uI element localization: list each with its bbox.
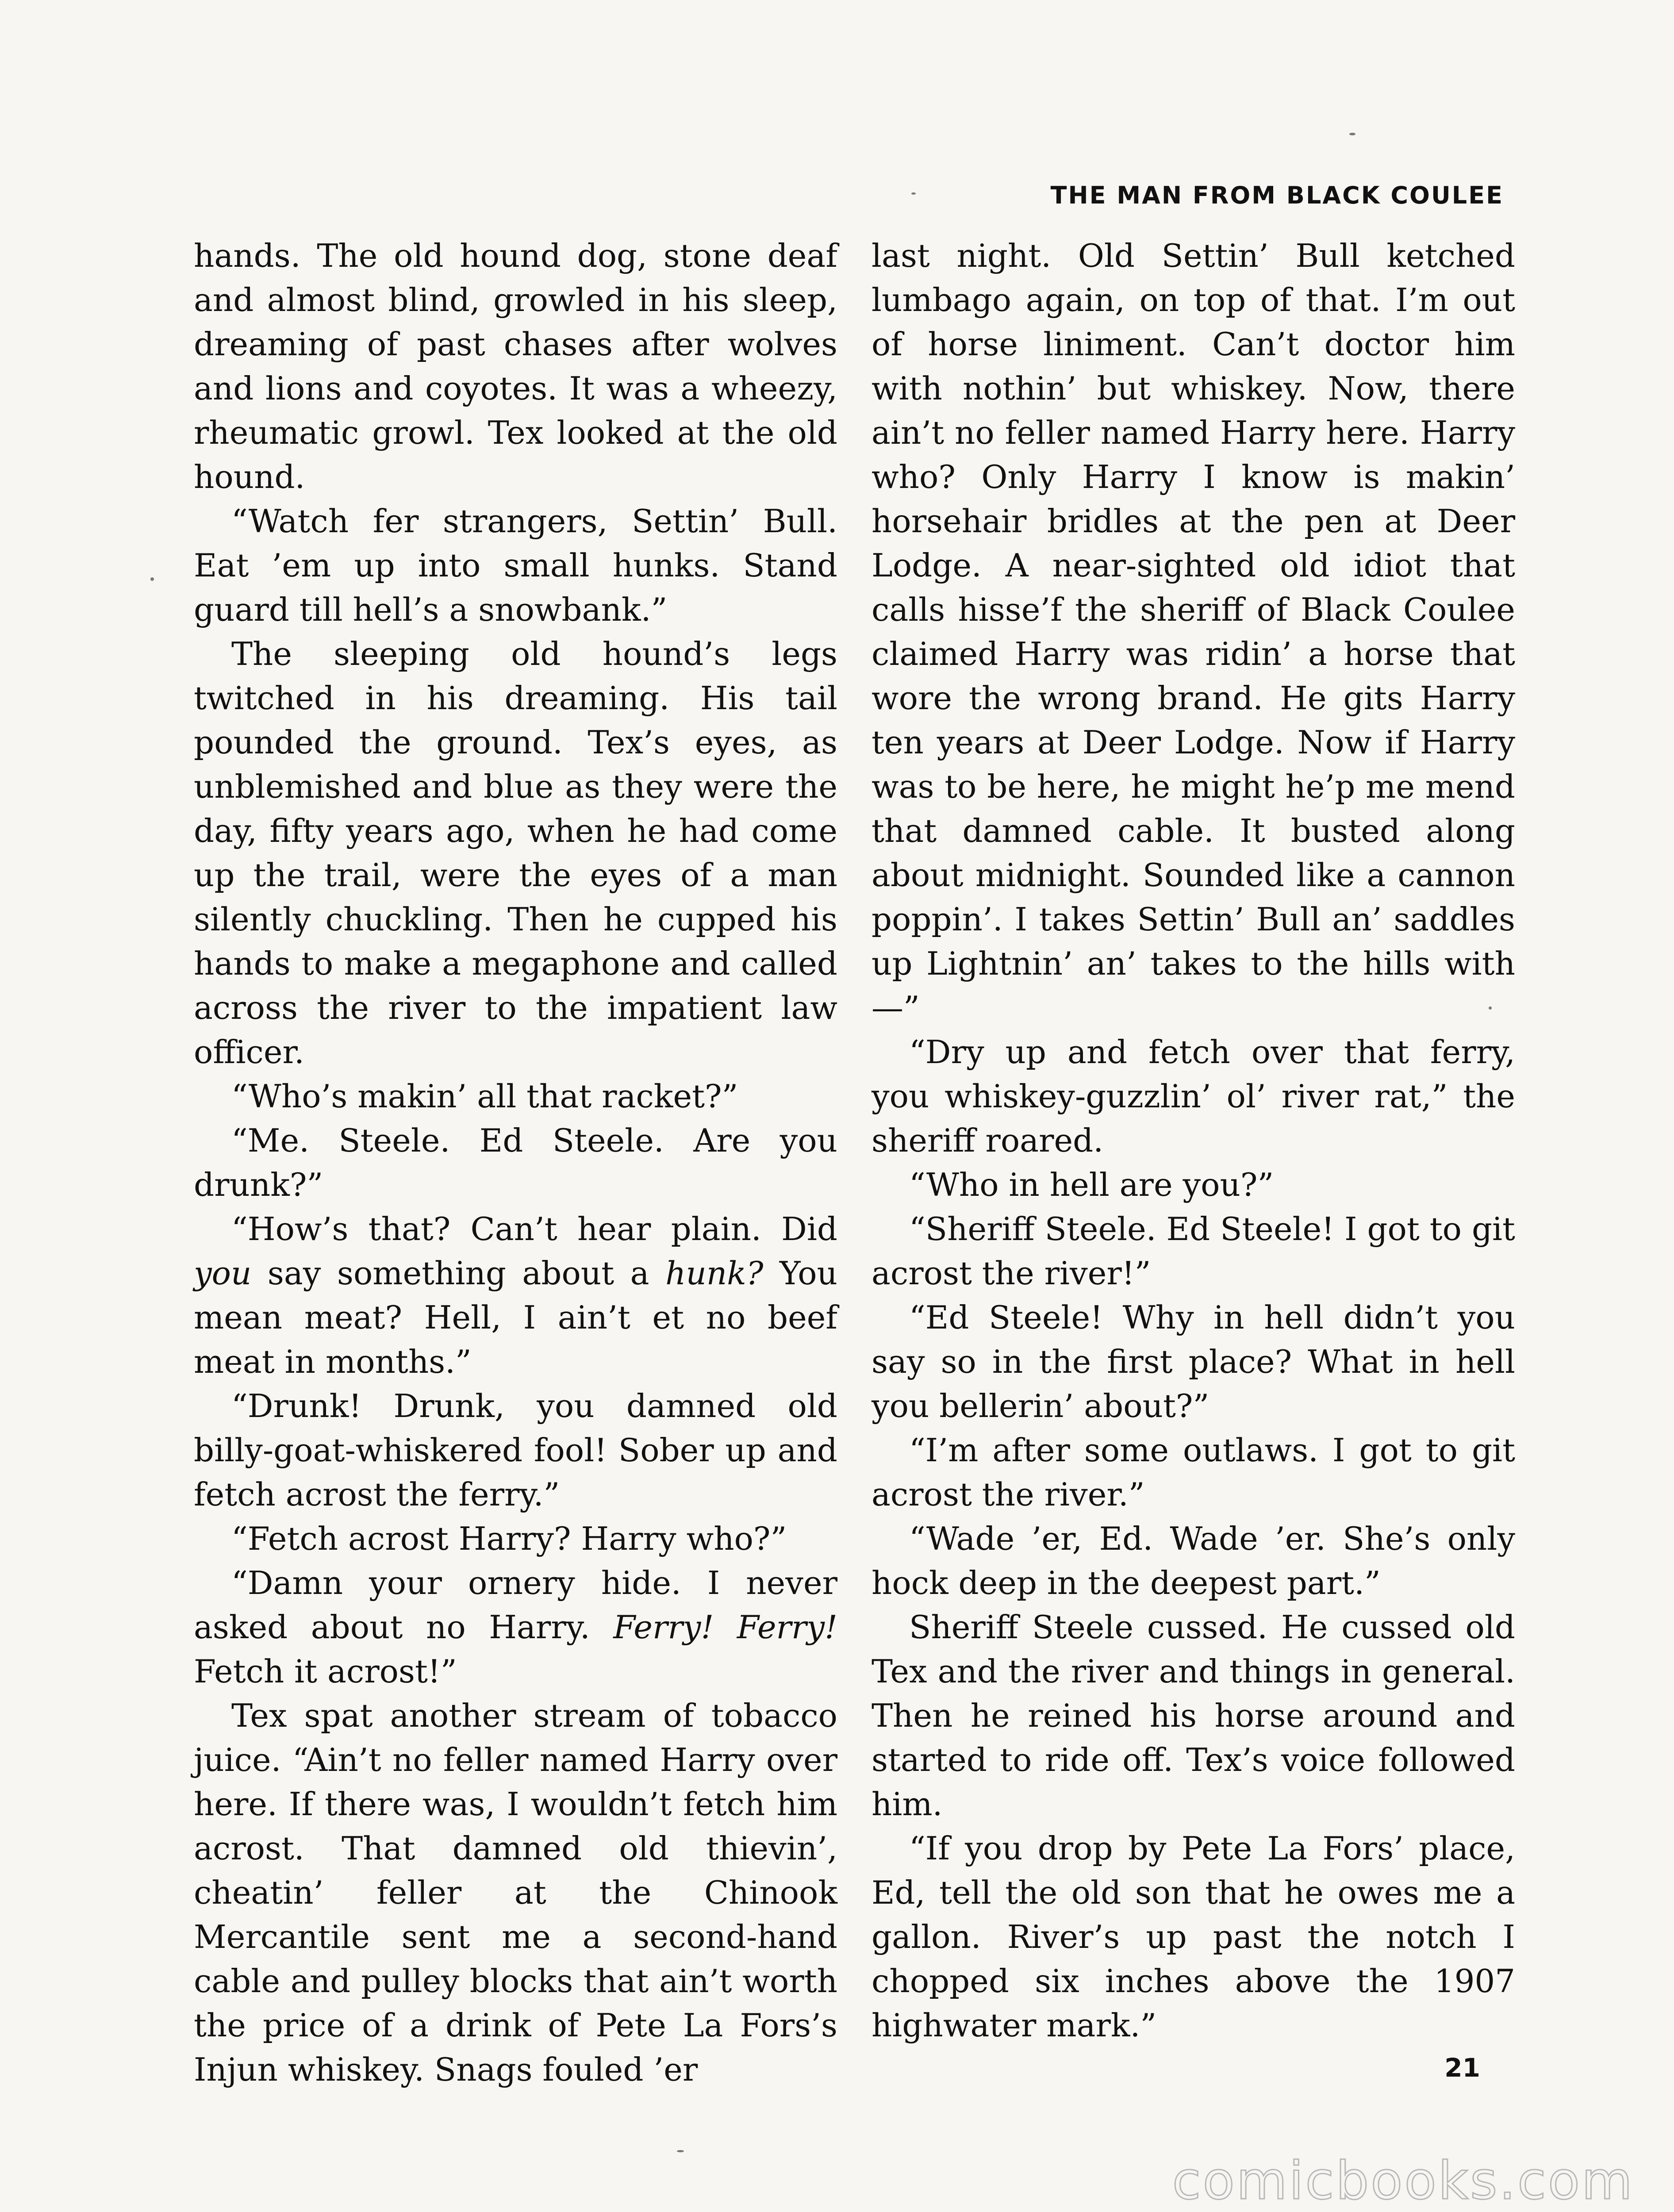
- paragraph: “Sheriff Steele. Ed Steele! I got to git acrost the river!”: [872, 1210, 1515, 1292]
- text-run: “Damn your ornery hide. I never asked about no Harry.: [194, 1564, 837, 1646]
- scan-speck: [150, 577, 154, 581]
- paragraph: “Me. Steele. Ed Steele. Are you drunk?”: [194, 1122, 837, 1203]
- paragraph: [194, 1561, 837, 1694]
- text-run: say something about a: [251, 1255, 666, 1292]
- paragraph: “If you drop by Pete La Fors’ place, Ed, tell the old son that he owes me a gallon. River’s up past the notch I chopped six inches above the 1907 highwater mark.”: [872, 1830, 1515, 2044]
- paragraph: “I’m after some outlaws. I got to git acrost the river.”: [872, 1432, 1515, 1513]
- italic-text: Ferry! Ferry!: [613, 1609, 838, 1646]
- text-run: Fetch it acrost!”: [194, 1653, 457, 1690]
- paragraph: “Wade ’er, Ed. Wade ’er. She’s only hock deep in the deepest part.”: [872, 1520, 1515, 1601]
- text-run: You mean meat? Hell, I ain’t et no beef meat in months.”: [194, 1255, 837, 1380]
- italic-text: hunk?: [665, 1255, 764, 1292]
- paragraph: [194, 1207, 837, 1384]
- paragraph: The sleeping old hound’s legs twitched in his dreaming. His tail pounded the ground. Tex’s eyes, as unblemished and blue as they were the day, fifty years ago, when he had come up the trail, were the eyes of a man silently chuckling. Then he cupped his hands to make a megaphone and called across the river to the impatient law officer.: [194, 635, 837, 1071]
- left-column: [194, 234, 837, 2092]
- paragraph: hands. The old hound dog, stone deaf and almost blind, growled in his sleep, dreaming of past chases after wolves and lions and coyotes. It was a wheezy, rheumatic growl. Tex looked at the old hound.: [194, 237, 837, 495]
- paragraph: “Dry up and fetch over that ferry, you whiskey-guzzlin’ ol’ river rat,” the sheriff roared.: [872, 1033, 1515, 1159]
- paragraph: “Watch fer strangers, Settin’ Bull. Eat ’em up into small hunks. Stand guard till hell’s a snowbank.”: [194, 503, 837, 628]
- paragraph: “Who’s makin’ all that racket?”: [231, 1078, 738, 1115]
- paragraph: “Ed Steele! Why in hell didn’t you say so in the first place? What in hell you bellerin’ about?”: [872, 1299, 1515, 1425]
- scan-speck: [677, 2150, 684, 2152]
- paragraph: Tex spat another stream of tobacco juice. “Ain’t no feller named Harry over here. If there was, I wouldn’t fetch him acrost. That damned old thievin’, cheatin’ feller at the Chinook Mercantile sent me a second-hand cable and pulley blocks that ain’t worth the price of a drink of Pete La Fors’s Injun whiskey. Snags fouled ’er: [194, 1697, 837, 2088]
- paragraph: “Fetch acrost Harry? Harry who?”: [231, 1520, 787, 1557]
- italic-text: you: [194, 1255, 252, 1292]
- paragraph: last night. Old Settin’ Bull ketched lumbago again, on top of that. I’m out of horse liniment. Can’t doctor him with nothin’ but whiskey. Now, there ain’t no feller named Harry here. Harry who? Only Harry I know is makin’ horsehair bridles at the pen at Deer Lodge. A near-sighted old idiot that calls hisse’f the sheriff of Black Coulee claimed Harry was ridin’ a horse that wore the wrong brand. He gits Harry ten years at Deer Lodge. Now if Harry was to be here, he might he’p me mend that damned cable. It busted along about midnight. Sounded like a cannon poppin’. I takes Settin’ Bull an’ saddles up Lightnin’ an’ takes to the hills with—”: [872, 237, 1515, 1026]
- text-run: “How’s that? Can’t hear plain. Did: [231, 1210, 837, 1248]
- scan-speck: [1489, 1006, 1492, 1010]
- scan-speck: [1349, 133, 1355, 135]
- paragraph: “Drunk! Drunk, you damned old billy-goat-whiskered fool! Sober up and fetch acrost the ferry.”: [194, 1387, 837, 1513]
- right-column: [872, 234, 1515, 2047]
- watermark: comicbooks.com: [1172, 2150, 1634, 2211]
- running-head: THE MAN FROM BLACK COULEE: [1050, 181, 1504, 209]
- page-number: 21: [1444, 2053, 1480, 2083]
- paragraph: “Who in hell are you?”: [909, 1166, 1274, 1203]
- paragraph: Sheriff Steele cussed. He cussed old Tex and the river and things in general. Then he reined his horse around and started to ride off. Tex’s voice followed him.: [872, 1609, 1515, 1823]
- scan-speck: [911, 192, 916, 195]
